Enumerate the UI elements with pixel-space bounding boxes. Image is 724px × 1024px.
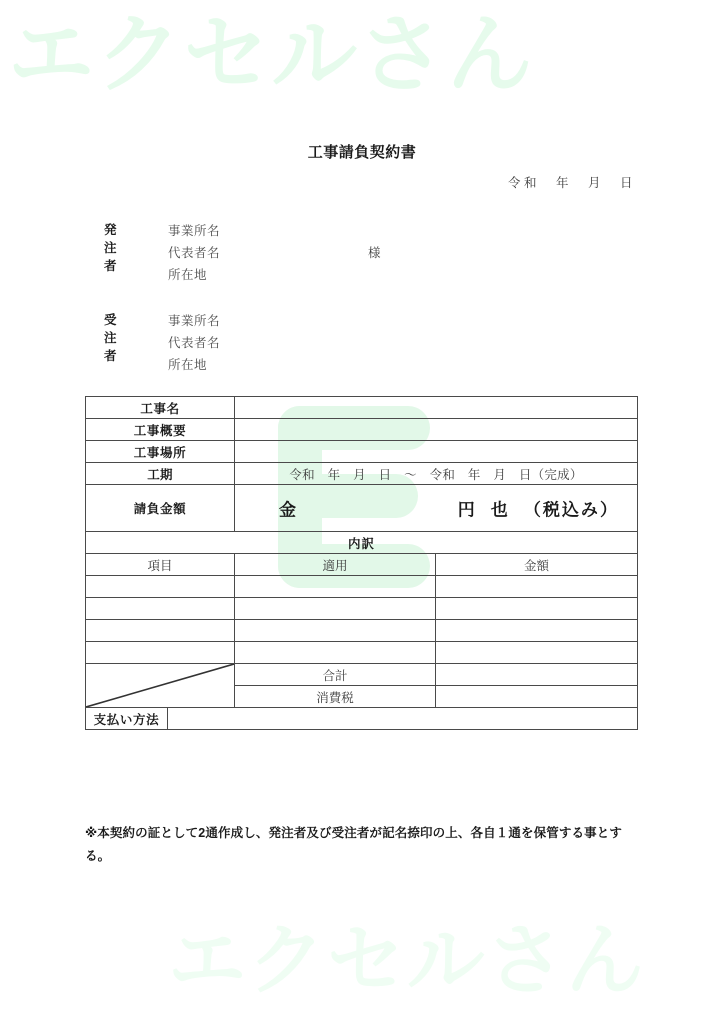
row-label: 工事場所 xyxy=(86,441,235,463)
table-row-period xyxy=(86,463,638,485)
table-row-breakdown-entry xyxy=(86,598,638,620)
row-label: 請負金額 xyxy=(86,485,235,532)
table-row-breakdown-entry xyxy=(86,576,638,598)
breakdown-amount-field[interactable] xyxy=(436,598,638,620)
amount-nari: 也 xyxy=(490,500,510,520)
total-label: 合計 xyxy=(235,664,436,686)
amount-prefix: 金 xyxy=(279,500,297,520)
consumption-tax-label: 消費税 xyxy=(235,686,436,708)
total-amount-field[interactable] xyxy=(436,664,638,686)
breakdown-application-field[interactable] xyxy=(235,598,436,620)
party-field-list xyxy=(168,220,468,286)
table-row-payment-method xyxy=(86,708,638,730)
party-field-label: 代表者名 xyxy=(168,246,221,260)
table-row-breakdown-columns xyxy=(86,554,638,576)
party-field-label: 事業所名 xyxy=(168,224,221,238)
breakdown-col-amount: 金額 xyxy=(436,554,638,576)
breakdown-application-field[interactable] xyxy=(235,576,436,598)
payment-method-field[interactable] xyxy=(168,708,638,730)
watermark-bottom: エクセルさん xyxy=(168,916,646,1006)
table-row-contract-amount xyxy=(86,485,638,532)
row-value-field[interactable] xyxy=(235,419,638,441)
amount-suffix-group xyxy=(458,496,619,521)
contract-amount-cell[interactable] xyxy=(235,485,638,532)
table-row-total xyxy=(86,664,638,686)
party-field-business-name xyxy=(168,310,468,332)
party-field-list xyxy=(168,310,468,376)
payment-method-label: 支払い方法 xyxy=(86,708,168,730)
period-value[interactable]: 令和 年 月 日 ～ 令和 年 月 日（完成） xyxy=(235,463,638,485)
document-date-line: 令和 年 月 日 xyxy=(507,176,636,190)
row-label: 工事名 xyxy=(86,397,235,419)
row-value-field[interactable] xyxy=(235,441,638,463)
diagonal-strikethrough-cell xyxy=(86,664,235,708)
contract-table xyxy=(85,396,638,730)
party-field-address xyxy=(168,264,468,286)
breakdown-application-field[interactable] xyxy=(235,642,436,664)
party-role-label: 受注者 xyxy=(104,313,118,363)
party-field-label: 所在地 xyxy=(168,268,208,282)
table-row-work-place xyxy=(86,441,638,463)
party-field-representative xyxy=(168,332,468,354)
consumption-tax-field[interactable] xyxy=(436,686,638,708)
row-label: 工期 xyxy=(86,463,235,485)
breakdown-amount-field[interactable] xyxy=(436,642,638,664)
footnote-text: ※本契約の証として2通作成し、発注者及び受注者が記名捺印の上、各自１通を保管する事とする。 xyxy=(85,826,622,864)
breakdown-item-field[interactable] xyxy=(86,620,235,642)
breakdown-amount-field[interactable] xyxy=(436,620,638,642)
breakdown-item-field[interactable] xyxy=(86,642,235,664)
party-field-label: 所在地 xyxy=(168,358,208,372)
page-title: 工事請負契約書 xyxy=(307,144,417,161)
row-label: 工事概要 xyxy=(86,419,235,441)
table-row-work-name xyxy=(86,397,638,419)
party-field-label: 代表者名 xyxy=(168,336,221,350)
party-field-business-name xyxy=(168,220,468,242)
party-field-address xyxy=(168,354,468,376)
breakdown-item-field[interactable] xyxy=(86,576,235,598)
breakdown-application-field[interactable] xyxy=(235,620,436,642)
watermark-top: エクセルさん xyxy=(8,5,535,105)
row-value-field[interactable] xyxy=(235,397,638,419)
amount-tax-note: （税込み） xyxy=(523,500,620,520)
table-row-breakdown-header xyxy=(86,532,638,554)
table-row-breakdown-entry xyxy=(86,642,638,664)
party-field-label: 事業所名 xyxy=(168,314,221,328)
breakdown-col-item: 項目 xyxy=(86,554,235,576)
breakdown-col-application: 適用 xyxy=(235,554,436,576)
breakdown-amount-field[interactable] xyxy=(436,576,638,598)
breakdown-header-label: 内訳 xyxy=(86,532,638,554)
breakdown-item-field[interactable] xyxy=(86,598,235,620)
honorific-sama: 様 xyxy=(368,246,382,260)
party-role-label: 発注者 xyxy=(104,223,118,273)
amount-unit: 円 xyxy=(457,500,477,520)
table-row-work-summary xyxy=(86,419,638,441)
party-field-representative xyxy=(168,242,468,264)
table-row-breakdown-entry xyxy=(86,620,638,642)
